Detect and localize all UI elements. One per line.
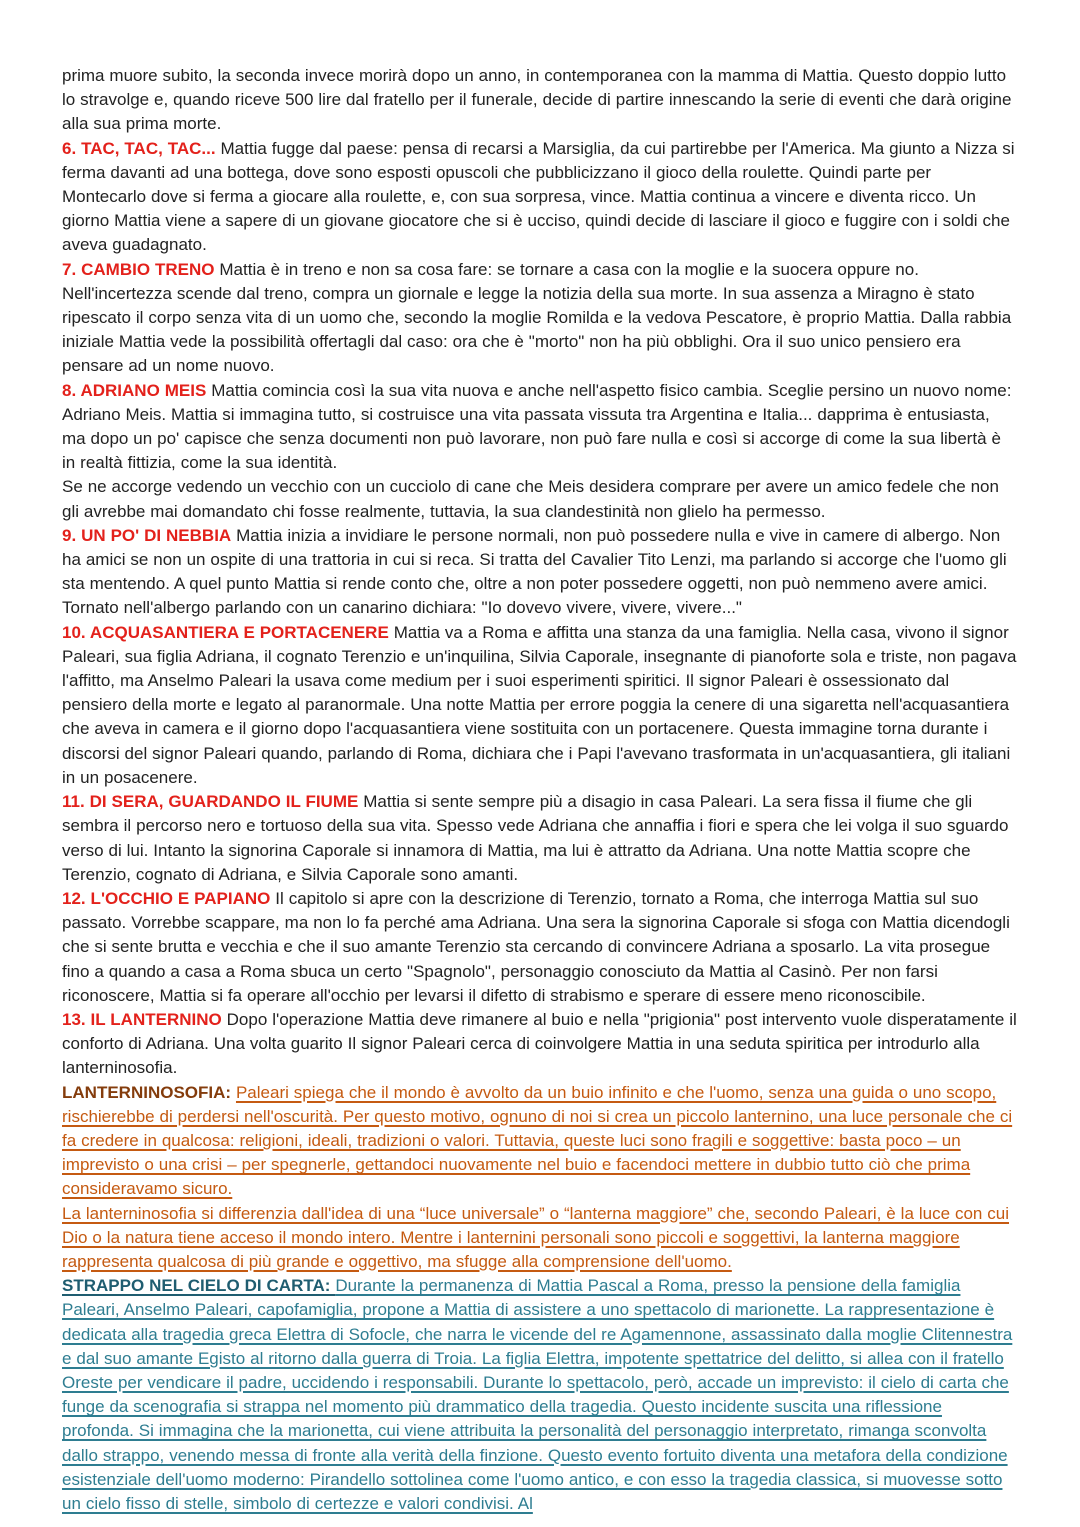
paragraph-text: Mattia è in treno e non sa cosa fare: se tornare a casa con la moglie e la suocera oppure no. Nell'incertezza scende dal treno, compra un giornale e legge la notizia della sua morte. In sua assenza a Miragno è stato ripescato il corpo senza vita di un uomo che, secondo la moglie Romilda e la vedova Pescatore, è proprio Mattia. Dalla rabbia iniziale Mattia vede la possibilità offertagli dal caso: ora che è "morto" non ha più obblighi. Ora il suo unico pensiero era pensare ad un nome nuovo. [62, 259, 1012, 376]
paragraph-text: Mattia inizia a invidiare le persone normali, non può possedere nulla e vive in camere di albergo. Non ha amici se non un ospite di una trattoria in cui si reca. Si tratta del Cavalier Tito Lenzi, ma parlando si accorge che l'uomo gli sta mentendo. A quel punto Mattia si rende conto che, oltre a non poter possedere oggetti, non può nemmeno avere amici. Tornato nell'albergo parlando con un canarino dichiara: "Io dovevo vivere, vivere, vivere..." [62, 525, 1007, 618]
paragraph-text: Mattia va a Roma e affitta una stanza da una famiglia. Nella casa, vivono il signor Paleari, sua figlia Adriana, il cognato Terenzio e un'inquilina, Silvia Caporale, insegnante di pianoforte sola e triste, non pagava l'affitto, ma Anselmo Paleari la usava come medium per i suoi esperimenti spiritici. Il signor Paleari è ossessionato dal pensiero della morte e legato al paranormale. Una notte Mattia per errore poggia la cenere di una sigaretta nell'acquasantiera che aveva in camera e il giorno dopo l'acquasantiera viene sostituita con un portacenere. Questa immagine torna durante i discorsi del signor Paleari quando, parlando di Roma, dichiara che i Papi l'avevano trasformata in un'acquasantiera, gli italiani in un posacenere. [62, 622, 1017, 787]
document-body [62, 64, 1018, 1516]
paragraph-text: Dopo l'operazione Mattia deve rimanere al buio e nella "prigionia" post intervento vuole disperatamente il conforto di Adriana. Una volta guarito Il signor Paleari cerca di coinvolgere Mattia in una seduta spiritica per introdurlo alla lanterninosofia. [62, 1009, 1017, 1078]
chapter-heading: 13. IL LANTERNINO [62, 1009, 222, 1029]
paragraph [62, 64, 1018, 137]
chapter-heading: 12. L'OCCHIO E PAPIANO [62, 888, 271, 908]
paragraph-text: Mattia comincia così la sua vita nuova e anche nell'aspetto fisico cambia. Sceglie persino un nuovo nome: Adriano Meis. Mattia si immagina tutto, si costruisce una vita passata vissuta tra Argentina e Italia... dapprima è entusiasta, ma dopo un po' capisce che senza documenti non può lavorare, non può fare nulla e così si accorge di come la sua libertà è in realtà fittizia, come la sua identità. [62, 380, 1012, 473]
paragraph [62, 621, 1018, 790]
paragraph [62, 475, 1018, 523]
paragraph-text: prima muore subito, la seconda invece morirà dopo un anno, in contemporanea con la mamma di Mattia. Questo doppio lutto lo stravolge e, quando riceve 500 lire dal fratello per il funerale, decide di partire innescando la serie di eventi che darà origine alla sua prima morte. [62, 66, 1012, 134]
paragraph [62, 379, 1018, 476]
paragraph-text: Mattia si sente sempre più a disagio in casa Paleari. La sera fissa il fiume che gli sembra il percorso nero e tortuoso della sua vita. Spesso vede Adriana che annaffia i fiori e spera che lei volga il suo sguardo verso di lui. Intanto la signorina Caporale si innamora di Mattia, ma lui è attratto da Adriana. Una notte Mattia scopre che Terenzio, cognato di Adriana, e Silvia Caporale sono amanti. [62, 792, 1009, 884]
paragraph [62, 790, 1018, 887]
chapter-heading: 9. UN PO' DI NEBBIA [62, 525, 232, 545]
lanterninosofia-note-text: La lanterninosofia si differenzia dall'idea di una “luce universale” o “lanterna maggiore” che, secondo Paleari, è la luce con cui Dio o la natura tiene acceso il mondo intero. Mentre i lanternini personali sono piccoli e soggettivi, la lanterna maggiore rappresenta qualcosa di più grande e oggettivo, ma sfugge alla comprensione dell'uomo. [62, 1203, 1010, 1271]
paragraph [62, 1008, 1018, 1081]
paragraph [62, 1081, 1018, 1202]
lanterninosofia-note-text: Paleari spiega che il mondo è avvolto da un buio infinito e che l'uomo, senza una guida o uno scopo, rischierebbe di perdersi nell'oscurità. Per questo motivo, ognuno di noi si crea un piccolo lanternino, una luce personale che ci fa credere in qualcosa: religioni, ideali, tradizioni o valori. Tuttavia, queste luci sono fragili e soggettive: basta poco – un imprevisto o una crisi – per spegnerle, gettandoci nuovamente nel buio e facendoci mettere in dubbio tutto ciò che prima consideravamo sicuro. [62, 1082, 1013, 1199]
chapter-heading: 7. CAMBIO TRENO [62, 259, 215, 279]
paragraph [62, 887, 1018, 1008]
chapter-heading: 6. TAC, TAC, TAC... [62, 138, 216, 158]
chapter-heading: 10. ACQUASANTIERA E PORTACENERE [62, 622, 389, 642]
paragraph-text: Se ne accorge vedendo un vecchio con un cucciolo di cane che Meis desidera comprare per avere un amico fedele che non gli avrebbe mai domandato chi fosse realmente, tuttavia, la sua clandestinità non glielo ha permesso. [62, 477, 999, 521]
paragraph [62, 137, 1018, 258]
paragraph [62, 1202, 1018, 1275]
paragraph [62, 258, 1018, 379]
paragraph [62, 524, 1018, 621]
paragraph [62, 1274, 1018, 1516]
chapter-heading: 8. ADRIANO MEIS [62, 380, 207, 400]
strappo-heading: STRAPPO NEL CIELO DI CARTA: [62, 1276, 336, 1296]
paragraph-text: Il capitolo si apre con la descrizione di Terenzio, tornato a Roma, che interroga Mattia sul suo passato. Vorrebbe scappare, ma non lo fa perché ama Adriana. Una sera la signorina Caporale si sfoga con Mattia dicendogli che si sente brutta e vecchia e che il suo amante Terenzio sta cercando di convincere Adriana a sposarlo. La vita prosegue fino a quando a casa a Roma sbuca un certo "Spagnolo", personaggio conosciuto da Mattia al Casinò. Per non farsi riconoscere, Mattia si fa operare all'occhio per levarsi il difetto di strabismo e sperare di essere meno riconoscibile. [62, 888, 1010, 1005]
paragraph-text: Mattia fugge dal paese: pensa di recarsi a Marsiglia, da cui partirebbe per l'America. Ma giunto a Nizza si ferma davanti ad una bottega, dove sono esposti opuscoli che pubblicizzano il gioco della roulette. Quindi parte per Montecarlo dove si ferma a giocare alla roulette, e, con sua sorpresa, vince. Mattia continua a vincere e diventa ricco. Un giorno Mattia viene a sapere di un giovane giocatore che si è ucciso, quindi decide di lasciare il gioco e fuggire con i soldi che aveva guadagnato. [62, 138, 1015, 255]
chapter-heading: 11. DI SERA, GUARDANDO IL FIUME [62, 792, 359, 812]
lanterninosofia-heading: LANTERNINOSOFIA: [62, 1082, 236, 1102]
strappo-note-text: Durante la permanenza di Mattia Pascal a Roma, presso la pensione della famiglia Paleari, Anselmo Paleari, capofamiglia, propone a Mattia di assistere a uno spettacolo di marionette. La rappresentazione è dedicata alla tragedia greca Elettra di Sofocle, che narra le vicende del re Agamennone, assassinato dalla moglie Clitennestra e dal suo amante Egisto al ritorno dalla guerra di Troia. La figlia Elettra, impotente spettatrice del delitto, si allea con il fratello Oreste per vendicare il padre, uccidendo i responsabili. Durante lo spettacolo, però, accade un imprevisto: il cielo di carta che funge da scenografia si strappa nel momento più drammatico della tragedia. Questo incidente suscita una riflessione profonda. Si immagina che la marionetta, cui viene attribuita la personalità del personaggio interpretato, rimanga sconvolta dallo strappo, venendo messa di fronte alla verità della finzione. Questo evento fortuito diventa una metafora della condizione esistenziale dell'uomo moderno: Pirandello sottolinea come l'uomo antico, e con esso la tragedia classica, si muovesse sotto un cielo fisso di stelle, simbolo di certezze e valori condivisi. Al [62, 1276, 1013, 1513]
